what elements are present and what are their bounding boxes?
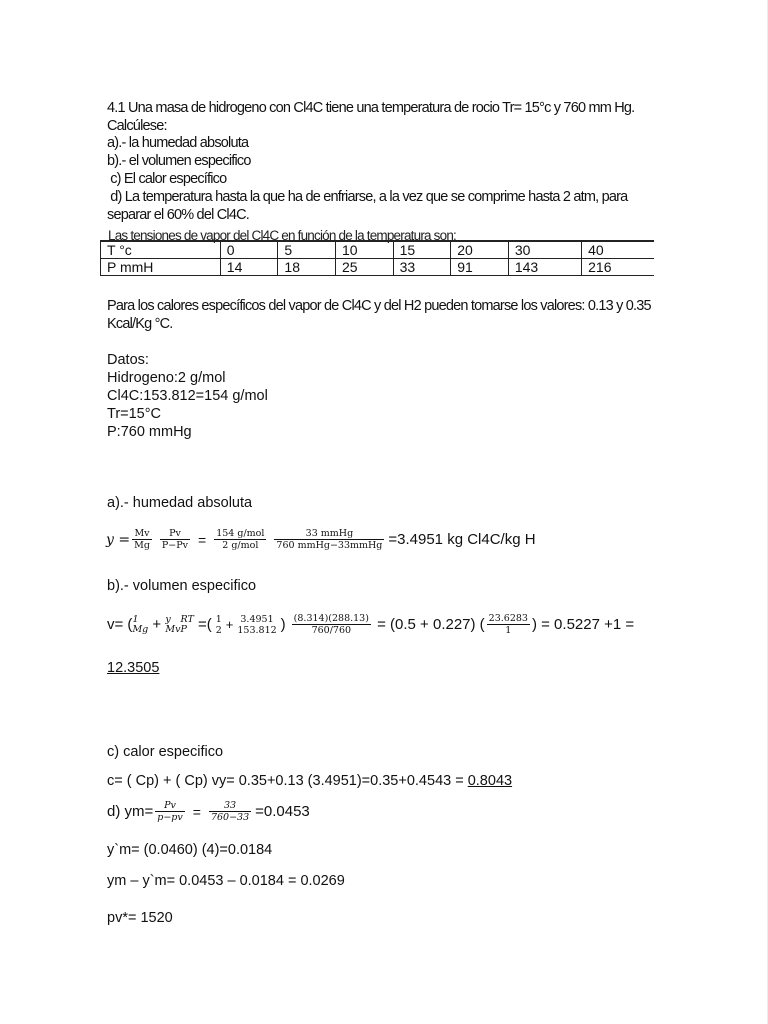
- table-cell: 15: [393, 241, 451, 259]
- denominator: 760/760: [311, 625, 352, 636]
- table-cell: 91: [451, 259, 509, 276]
- underlined-result: 0.8043: [467, 773, 513, 789]
- equation-result: =3.4951 kg Cl4C/kg H: [388, 531, 536, 548]
- fraction: [160, 528, 190, 551]
- section-b-title: b).- volumen especifico: [107, 578, 257, 594]
- denominator: 2: [215, 624, 222, 636]
- specific-heat-line-1: Para los calores específicos del vapor de Cl4C y del H2 pueden tomarse los valores: 0.13 y 0.35: [107, 298, 651, 314]
- problem-line-6: d) La temperatura hasta la que ha de enfriarse, a la vez que se comprime hasta 2 atm, para: [107, 189, 628, 205]
- datos-tr: Tr=15°C: [107, 406, 162, 422]
- table-cell: 18: [278, 259, 336, 276]
- plus-sign: +: [148, 616, 166, 633]
- numerator: 33: [209, 800, 251, 812]
- equation-lhs: d) ym=: [107, 803, 154, 820]
- denominator: Mg: [134, 540, 150, 551]
- table-cell: 216: [582, 259, 654, 276]
- subscript: Mg: [132, 623, 149, 635]
- problem-line-4: b).- el volumen especifico: [107, 153, 251, 169]
- numerator: Pv: [155, 800, 185, 812]
- pv-star-line: pv*= 1520: [107, 910, 173, 926]
- specific-volume-result: [107, 659, 159, 677]
- problem-line-2: Calcúlese:: [107, 118, 167, 134]
- term-rt-over-p: [180, 615, 193, 635]
- datos-hydrogen: Hidrogeno:2 g/mol: [107, 370, 226, 386]
- table-cell: 30: [508, 241, 581, 259]
- equals-sign: =: [192, 803, 201, 820]
- problem-line-5: c) El calor específico: [107, 171, 227, 187]
- numerator: Mv: [132, 528, 152, 540]
- ym-prime-line: y`m= (0.0460) (4)=0.0184: [107, 842, 273, 858]
- section-a-title: a).- humedad absoluta: [107, 495, 253, 511]
- term-y-over-mv: [165, 615, 180, 635]
- numerator: (8.314)(288.13): [293, 613, 369, 624]
- numerator: 1: [215, 613, 222, 625]
- problem-line-1: 4.1 Una masa de hidrogeno con Cl4C tiene una temperatura de rocio Tr= 15°c y 760 mm Hg.: [107, 100, 635, 116]
- equation-lhs: y =: [106, 531, 131, 548]
- subscript: Mv: [165, 623, 181, 635]
- table-cell: 25: [336, 259, 394, 276]
- table-cell: 10: [336, 241, 394, 259]
- equation-tail: ) = 0.5227 +1 =: [531, 616, 635, 633]
- fraction: [235, 614, 278, 636]
- superscript: y: [165, 613, 171, 625]
- fraction: [132, 528, 152, 551]
- section-c-title: c) calor especifico: [107, 744, 224, 760]
- underlined-result: 12.3505: [107, 660, 160, 676]
- fraction: [274, 528, 384, 551]
- table-cell: 0: [220, 241, 278, 259]
- equation-prefix: v= (: [107, 616, 133, 633]
- equation-body: c= ( Cp) + ( Cp) vy= 0.35+0.13 (3.4951)=0.35+0.4543 =: [107, 773, 468, 789]
- numerator: 33 mmHg: [274, 528, 384, 540]
- datos-title: Datos:: [107, 352, 149, 368]
- numerator: 154 g/mol: [216, 528, 265, 539]
- problem-line-7: separar el 60% del Cl4C.: [107, 207, 249, 223]
- fraction: [487, 613, 530, 636]
- fraction: [214, 614, 224, 636]
- table-row: [101, 259, 655, 276]
- specific-heat-equation: [107, 772, 512, 790]
- equals-open: =(: [193, 616, 212, 633]
- datos-p: P:760 mmHg: [107, 424, 192, 440]
- denominator: P−Pv: [161, 540, 189, 551]
- specific-heat-line-2: Kcal/Kg °C.: [107, 316, 173, 332]
- numerator: Pv: [160, 528, 190, 540]
- numerator: 23.6283: [488, 613, 528, 624]
- absolute-humidity-equation: [106, 528, 536, 551]
- table-cell: 20: [451, 241, 509, 259]
- equals-sign: =: [198, 531, 207, 548]
- superscript: RT: [180, 613, 194, 625]
- fraction: [155, 800, 185, 823]
- table-intro: Las tensiones de vapor del Cl4C en función de la temperatura son:: [108, 228, 456, 243]
- term-1-over-mg: [132, 615, 148, 635]
- denominator: 153.812: [237, 624, 277, 636]
- table-cell: 14: [220, 259, 278, 276]
- table-cell: P mmH: [101, 259, 221, 276]
- fraction: [214, 528, 266, 551]
- fraction: [292, 613, 371, 636]
- problem-line-3: a).- la humedad absoluta: [107, 135, 249, 151]
- vapor-pressure-table: [100, 240, 654, 276]
- plus-sign: +: [225, 617, 234, 632]
- fraction: [209, 800, 251, 823]
- intermediate-result: = (0.5 + 0.227) (: [372, 616, 485, 633]
- table-row: [101, 241, 655, 259]
- denominator: 760 mmHg−33mmHg: [276, 540, 383, 551]
- close-paren: ): [280, 616, 286, 633]
- datos-cl4c: Cl4C:153.812=154 g/mol: [107, 388, 268, 404]
- specific-volume-equation: [107, 613, 634, 636]
- equation-result: =0.0453: [255, 803, 310, 820]
- table-cell: 143: [508, 259, 581, 276]
- table-cell: T °c: [101, 241, 221, 259]
- superscript: 1: [132, 613, 139, 625]
- ym-difference-line: ym – y`m= 0.0453 – 0.0184 = 0.0269: [107, 873, 345, 889]
- denominator: 1: [505, 625, 512, 636]
- denominator: p−pv: [157, 812, 183, 823]
- denominator: 760−33: [210, 812, 250, 823]
- numerator: 3.4951: [240, 613, 274, 625]
- table-cell: 33: [393, 259, 451, 276]
- table-cell: 40: [582, 241, 654, 259]
- subscript: P: [180, 623, 187, 635]
- denominator: 2 g/mol: [222, 540, 259, 551]
- ym-equation: [107, 800, 310, 823]
- table-cell: 5: [278, 241, 336, 259]
